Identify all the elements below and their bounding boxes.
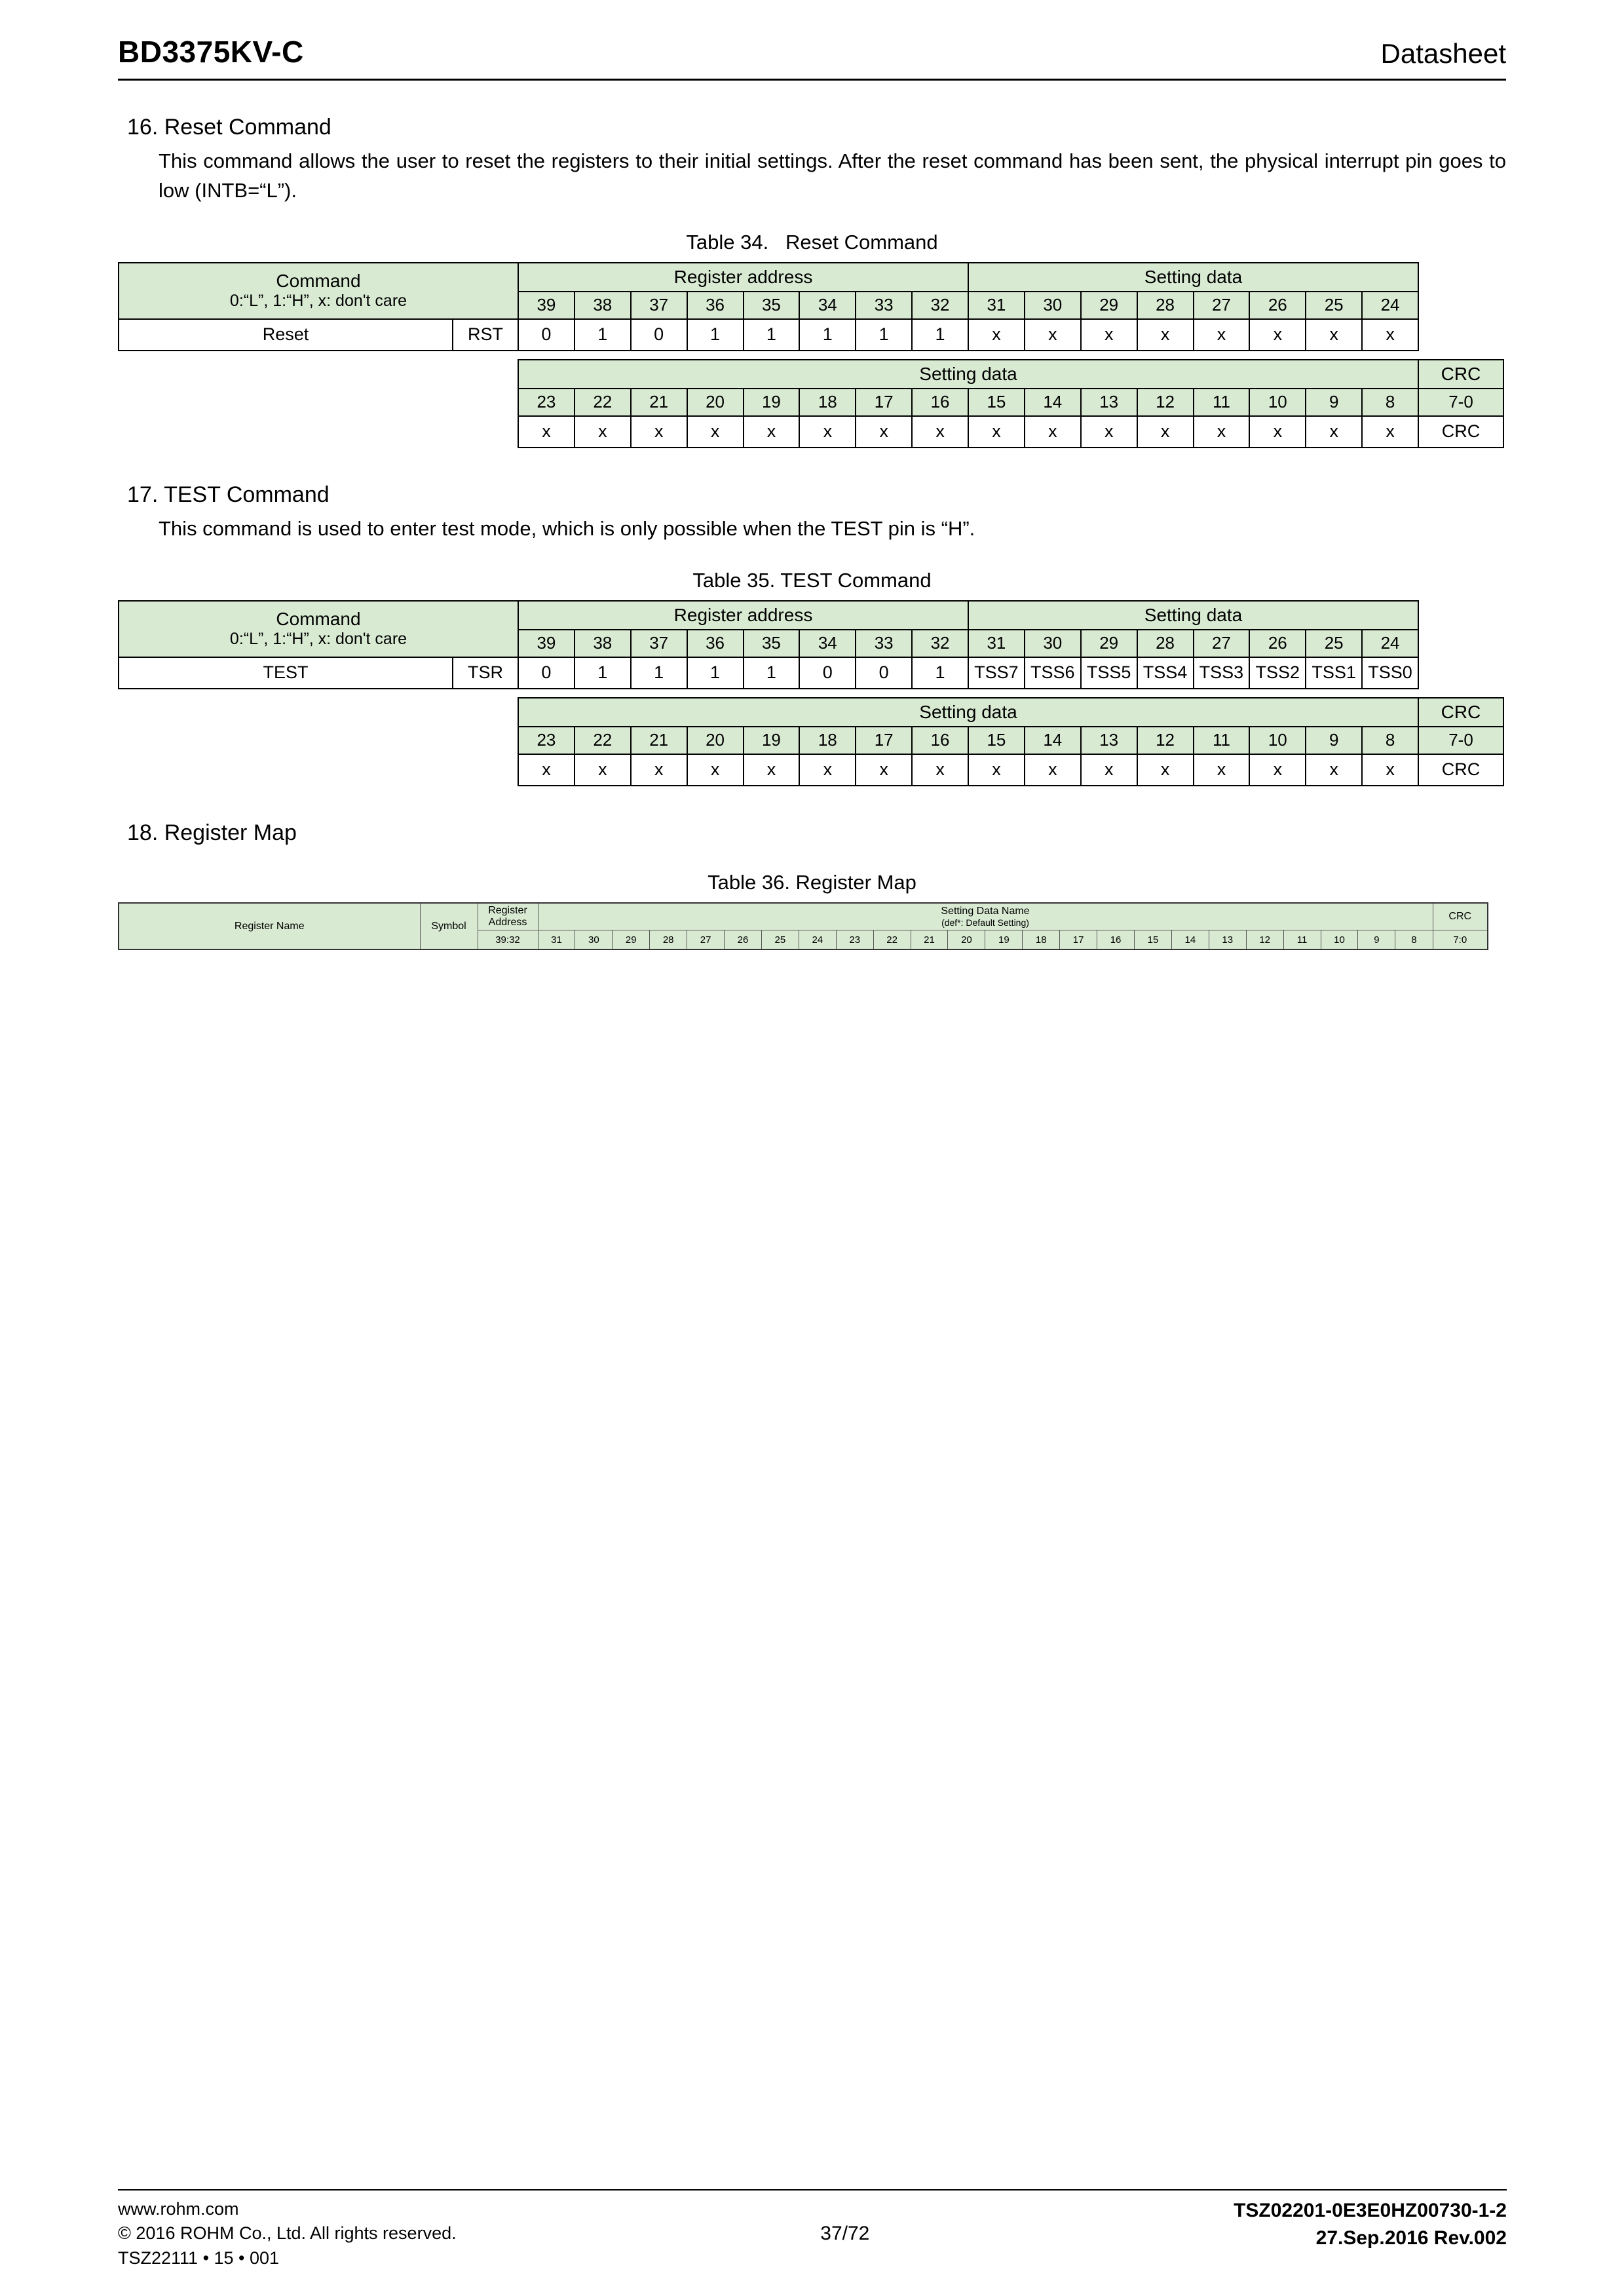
footer-rule xyxy=(118,2189,1507,2191)
bit-number: 16 xyxy=(912,727,968,754)
bit-value: x xyxy=(744,416,800,448)
bit-label: 10 xyxy=(1321,930,1358,949)
bit-value: x xyxy=(687,416,744,448)
bit-value: 1 xyxy=(631,657,687,689)
section-17-heading: 17. TEST Command xyxy=(127,482,330,507)
register-map-header-row1 xyxy=(119,903,1488,930)
bit-number: 17 xyxy=(856,727,912,754)
bit-number: 34 xyxy=(799,292,856,319)
bit-label: 15 xyxy=(1135,930,1172,949)
bit-label: 8 xyxy=(1395,930,1433,949)
command-symbol-cell: TSR xyxy=(453,657,518,689)
bit-label: 21 xyxy=(911,930,948,949)
bit-label: 31 xyxy=(538,930,575,949)
crc-header: CRC xyxy=(1433,903,1488,930)
doc-header xyxy=(118,34,1506,69)
table34-reset-row xyxy=(119,319,1418,351)
bit-number: 21 xyxy=(631,389,687,416)
table34-part2-header-row xyxy=(518,360,1503,389)
setting-data-name-label: Setting Data Name xyxy=(941,905,1030,917)
command-name-cell: Reset xyxy=(119,319,453,351)
bit-value: 1 xyxy=(575,657,631,689)
table35-bit-numbers-lower xyxy=(518,727,1503,754)
table34-part1 xyxy=(118,262,1419,351)
bit-value: 0 xyxy=(799,657,856,689)
bit-number: 10 xyxy=(1249,727,1306,754)
bit-number: 36 xyxy=(687,292,744,319)
register-address-header: Register address xyxy=(518,601,968,630)
register-address-header: Register Address xyxy=(478,903,538,930)
table35-header-row xyxy=(119,601,1418,630)
table34-caption: Table 34. Reset Command xyxy=(686,230,938,254)
command-header-cell xyxy=(119,263,518,319)
setting-data-name-header xyxy=(538,903,1433,930)
section-16-body: This command allows the user to reset the registers to their initial settings. After the reset command has been sent, the physical interrupt pin goes to low (INTB=“L”). xyxy=(159,149,1506,202)
bit-number: 16 xyxy=(912,389,968,416)
bit-number: 39 xyxy=(518,292,575,319)
bit-value: x xyxy=(1362,754,1418,786)
bit-number: 14 xyxy=(1025,727,1081,754)
bit-value: 1 xyxy=(912,657,968,689)
bit-number: 35 xyxy=(744,630,800,657)
bit-number: 8 xyxy=(1362,727,1418,754)
footer-code: TSZ22111 • 15 • 001 xyxy=(118,2248,280,2268)
register-map-table xyxy=(118,902,1488,951)
crc-bit-range: 7-0 xyxy=(1418,727,1503,754)
table36-caption: Table 36. Register Map xyxy=(708,870,916,894)
bit-value: x xyxy=(968,416,1025,448)
bit-number: 22 xyxy=(575,389,631,416)
bit-number: 25 xyxy=(1306,292,1362,319)
setting-data-header: Setting data xyxy=(518,360,1418,389)
bit-number: 30 xyxy=(1025,292,1081,319)
bit-number: 14 xyxy=(1025,389,1081,416)
bit-number: 32 xyxy=(912,292,968,319)
bit-value: x xyxy=(1137,319,1194,351)
bit-label: 19 xyxy=(985,930,1023,949)
crc-header: CRC xyxy=(1418,698,1503,727)
bit-value: x xyxy=(518,416,575,448)
bit-number: 21 xyxy=(631,727,687,754)
table35-part1 xyxy=(118,600,1419,689)
bit-value: TSS6 xyxy=(1025,657,1081,689)
table35-caption: Table 35. TEST Command xyxy=(692,568,932,592)
bit-number: 18 xyxy=(799,727,856,754)
bit-number: 22 xyxy=(575,727,631,754)
section-17-body: This command is used to enter test mode, which is only possible when the TEST pin is “H”. xyxy=(159,516,975,540)
copyright-text: © 2016 ROHM Co., Ltd. All rights reserved. xyxy=(118,2223,457,2244)
bit-value: TSS1 xyxy=(1306,657,1362,689)
bit-value: 1 xyxy=(687,319,744,351)
bit-value: 1 xyxy=(744,319,800,351)
bit-value: x xyxy=(1137,416,1194,448)
bit-value: x xyxy=(744,754,800,786)
bit-label: 11 xyxy=(1283,930,1321,949)
bit-number: 33 xyxy=(856,630,912,657)
bit-label: 12 xyxy=(1246,930,1283,949)
bit-value: 1 xyxy=(687,657,744,689)
header-rule xyxy=(118,79,1506,81)
command-label: Command xyxy=(276,609,361,630)
address-bit-range: 39:32 xyxy=(478,930,538,949)
footer-right xyxy=(1234,2197,1507,2271)
bit-value: TSS0 xyxy=(1362,657,1418,689)
doc-number: TSZ02201-0E3E0HZ00730-1-2 xyxy=(1234,2199,1507,2221)
bit-number: 32 xyxy=(912,630,968,657)
bit-number: 8 xyxy=(1362,389,1418,416)
command-symbol-cell: RST xyxy=(453,319,518,351)
bit-number: 20 xyxy=(687,727,744,754)
bit-label: 30 xyxy=(575,930,613,949)
bit-value: 0 xyxy=(856,657,912,689)
bit-number: 23 xyxy=(518,389,575,416)
bit-value: x xyxy=(1249,319,1306,351)
bit-value: x xyxy=(1025,416,1081,448)
bit-value: 1 xyxy=(575,319,631,351)
command-note: 0:“L”, 1:“H”, x: don't care xyxy=(229,630,407,649)
bit-value: x xyxy=(856,416,912,448)
bit-number: 12 xyxy=(1137,727,1194,754)
bit-value: x xyxy=(631,416,687,448)
bit-number: 28 xyxy=(1137,292,1194,319)
bit-label: 27 xyxy=(687,930,725,949)
bit-value: TSS5 xyxy=(1081,657,1137,689)
bit-value: x xyxy=(1194,416,1250,448)
command-name-cell: TEST xyxy=(119,657,453,689)
bit-label: 14 xyxy=(1171,930,1209,949)
bit-number: 19 xyxy=(744,389,800,416)
bit-value: 1 xyxy=(744,657,800,689)
table34-header-row xyxy=(119,263,1418,292)
bit-number: 39 xyxy=(518,630,575,657)
bit-label: 20 xyxy=(948,930,985,949)
bit-value: 1 xyxy=(912,319,968,351)
bit-label: 9 xyxy=(1358,930,1395,949)
bit-value: x xyxy=(856,754,912,786)
bit-number: 26 xyxy=(1249,630,1306,657)
bit-value: x xyxy=(799,416,856,448)
bit-value: x xyxy=(1025,319,1081,351)
bit-label: 22 xyxy=(873,930,911,949)
crc-bit-range: 7:0 xyxy=(1433,930,1488,949)
bit-number: 13 xyxy=(1081,389,1137,416)
bit-number: 12 xyxy=(1137,389,1194,416)
bit-number: 18 xyxy=(799,389,856,416)
bit-number: 29 xyxy=(1081,292,1137,319)
page-number: 37/72 xyxy=(820,2223,870,2245)
command-header-cell xyxy=(119,601,518,657)
section-16-heading: 16. Reset Command xyxy=(127,115,331,140)
bit-number: 24 xyxy=(1362,292,1418,319)
bit-number: 36 xyxy=(687,630,744,657)
bit-value: x xyxy=(1137,754,1194,786)
bit-number: 9 xyxy=(1306,727,1362,754)
bit-number: 27 xyxy=(1194,292,1250,319)
bit-number: 20 xyxy=(687,389,744,416)
bit-label: 28 xyxy=(650,930,687,949)
bit-value: 0 xyxy=(518,319,575,351)
bit-value: x xyxy=(968,319,1025,351)
bit-value: 1 xyxy=(799,319,856,351)
bit-number: 38 xyxy=(575,292,631,319)
bit-number: 13 xyxy=(1081,727,1137,754)
bit-value: x xyxy=(575,416,631,448)
table35-test-row-lower xyxy=(518,754,1503,786)
bit-number: 15 xyxy=(968,727,1025,754)
bit-value: x xyxy=(1362,319,1418,351)
bit-number: 26 xyxy=(1249,292,1306,319)
symbol-header: Symbol xyxy=(420,903,478,950)
bit-number: 23 xyxy=(518,727,575,754)
command-note: 0:“L”, 1:“H”, x: don't care xyxy=(229,292,407,311)
bit-number: 17 xyxy=(856,389,912,416)
bit-value: x xyxy=(1081,416,1137,448)
bit-number: 31 xyxy=(968,630,1025,657)
bit-value: x xyxy=(1306,754,1362,786)
bit-value: x xyxy=(1081,754,1137,786)
bit-value: x xyxy=(1306,416,1362,448)
bit-label: 25 xyxy=(761,930,799,949)
bit-value: x xyxy=(1025,754,1081,786)
bit-value: x xyxy=(1194,754,1250,786)
bit-value: x xyxy=(1081,319,1137,351)
bit-number: 37 xyxy=(631,630,687,657)
bit-number: 27 xyxy=(1194,630,1250,657)
footer-left xyxy=(118,2197,457,2271)
bit-value: x xyxy=(912,416,968,448)
bit-label: 26 xyxy=(725,930,762,949)
register-name-header: Register Name xyxy=(119,903,420,950)
register-address-header: Register address xyxy=(518,263,968,292)
bit-value: TSS7 xyxy=(968,657,1025,689)
table34-reset-row-lower xyxy=(518,416,1503,448)
bit-value: x xyxy=(968,754,1025,786)
bit-value: x xyxy=(1362,416,1418,448)
crc-value-cell: CRC xyxy=(1418,416,1503,448)
bit-label: 16 xyxy=(1097,930,1135,949)
bit-number: 38 xyxy=(575,630,631,657)
bit-number: 25 xyxy=(1306,630,1362,657)
bit-value: x xyxy=(1194,319,1250,351)
bit-number: 31 xyxy=(968,292,1025,319)
table35-test-row xyxy=(119,657,1418,689)
bit-label: 29 xyxy=(613,930,650,949)
bit-number: 33 xyxy=(856,292,912,319)
table35-part2-header-row xyxy=(518,698,1503,727)
default-setting-note: (def*: Default Setting) xyxy=(941,917,1029,928)
section-18-heading: 18. Register Map xyxy=(127,820,297,845)
bit-value: 1 xyxy=(856,319,912,351)
bit-value: x xyxy=(518,754,575,786)
bit-value: x xyxy=(631,754,687,786)
bit-number: 30 xyxy=(1025,630,1081,657)
bit-value: 0 xyxy=(631,319,687,351)
bit-number: 15 xyxy=(968,389,1025,416)
bit-number: 24 xyxy=(1362,630,1418,657)
setting-data-header: Setting data xyxy=(518,698,1418,727)
table34-bit-numbers-lower xyxy=(518,389,1503,416)
bit-label: 18 xyxy=(1023,930,1060,949)
bit-value: x xyxy=(1306,319,1362,351)
crc-header: CRC xyxy=(1418,360,1503,389)
footer-columns xyxy=(118,2197,1507,2271)
table35-part2 xyxy=(518,697,1504,786)
revision-date: 27.Sep.2016 Rev.002 xyxy=(1315,2227,1507,2249)
bit-value: x xyxy=(1249,416,1306,448)
part-number: BD3375KV-C xyxy=(118,35,304,69)
bit-number: 28 xyxy=(1137,630,1194,657)
bit-number: 11 xyxy=(1194,389,1250,416)
bit-number: 37 xyxy=(631,292,687,319)
crc-bit-range: 7-0 xyxy=(1418,389,1503,416)
bit-value: TSS3 xyxy=(1194,657,1250,689)
bit-value: TSS2 xyxy=(1249,657,1306,689)
bit-value: x xyxy=(575,754,631,786)
bit-value: TSS4 xyxy=(1137,657,1194,689)
doc-footer xyxy=(118,2189,1507,2271)
doc-type-label: Datasheet xyxy=(1380,38,1506,69)
rohm-website-link[interactable]: www.rohm.com xyxy=(118,2198,239,2219)
bit-number: 29 xyxy=(1081,630,1137,657)
bit-number: 11 xyxy=(1194,727,1250,754)
setting-data-header: Setting data xyxy=(968,601,1418,630)
command-label: Command xyxy=(276,271,361,292)
bit-label: 24 xyxy=(799,930,836,949)
bit-value: 0 xyxy=(518,657,575,689)
bit-label: 23 xyxy=(836,930,873,949)
bit-value: x xyxy=(912,754,968,786)
bit-value: x xyxy=(687,754,744,786)
bit-number: 19 xyxy=(744,727,800,754)
bit-label: 17 xyxy=(1060,930,1097,949)
bit-value: x xyxy=(799,754,856,786)
bit-number: 10 xyxy=(1249,389,1306,416)
bit-value: x xyxy=(1249,754,1306,786)
table34-part2 xyxy=(518,359,1504,448)
bit-number: 9 xyxy=(1306,389,1362,416)
bit-label: 13 xyxy=(1209,930,1246,949)
setting-data-header: Setting data xyxy=(968,263,1418,292)
crc-value-cell: CRC xyxy=(1418,754,1503,786)
bit-number: 34 xyxy=(799,630,856,657)
bit-number: 35 xyxy=(744,292,800,319)
